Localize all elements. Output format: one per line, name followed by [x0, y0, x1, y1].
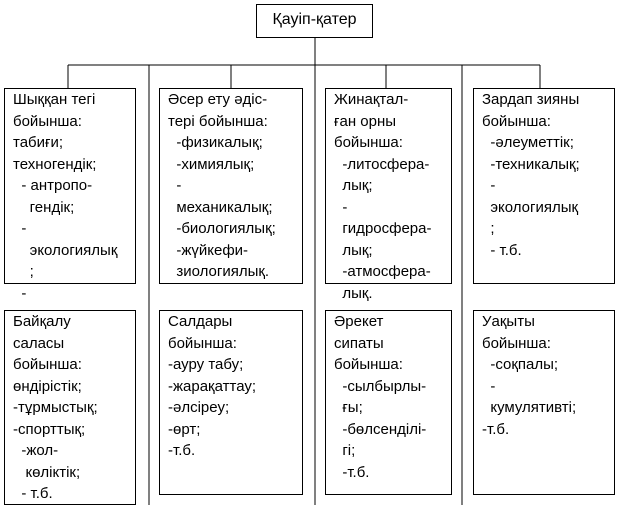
box-line: кумулятивті; [482, 399, 577, 416]
box-line: гендік; [13, 198, 75, 216]
box-line: Әрекет [334, 313, 384, 330]
box-line: -биологиялық; [168, 220, 276, 237]
box-line: Жинақтал- [334, 91, 409, 108]
box-timing [473, 310, 615, 495]
box-line: -спорттық; [13, 420, 86, 438]
box-line: өндірістік; [13, 377, 82, 395]
box-line: Салдары [168, 313, 233, 330]
box-line: зиологиялық. [168, 263, 270, 280]
box-line: -жүйкефи- [168, 241, 249, 259]
box-action-nature [325, 310, 452, 495]
box-impact-method [159, 88, 303, 284]
box-line: -химиялық; [168, 155, 255, 173]
box-line: лық. [334, 284, 373, 302]
box-line: ; [13, 263, 34, 280]
box-line: -т.б. [482, 420, 510, 438]
box-line: бойынша: [13, 112, 82, 130]
box-line: Шыққан тегі [13, 91, 96, 108]
box-line: техногендік; [13, 155, 97, 173]
box-line: экологиялық [13, 241, 118, 259]
box-line: - антропо- [13, 177, 93, 194]
box-line: - [13, 220, 27, 237]
box-line: Әсер ету әдіс- [168, 91, 268, 108]
root-label: Қауіп-қатер [272, 11, 357, 28]
box-line: - [482, 177, 496, 194]
box-damage [473, 88, 615, 284]
box-line: табиғи; [13, 134, 64, 151]
box-line: сипаты [334, 334, 384, 352]
box-line: Уақыты [482, 313, 535, 330]
box-line: бойынша: [13, 356, 82, 373]
root-box [256, 4, 373, 38]
box-line: лық; [334, 177, 373, 194]
box-line: -атмосфера- [334, 263, 431, 280]
box-line: ғы; [334, 399, 363, 416]
box-line: ; [482, 220, 495, 237]
box-line: - [13, 284, 27, 302]
box-line: -техникалық; [482, 155, 580, 173]
box-line: - т.б. [13, 485, 53, 502]
box-line: - т.б. [482, 241, 522, 259]
box-line: -литосфера- [334, 155, 430, 173]
box-line: ған орны [334, 112, 397, 130]
box-line: тері бойынша: [168, 112, 268, 130]
box-line: -әлеуметтік; [482, 134, 574, 151]
box-origin [4, 88, 136, 302]
box-line: -т.б. [334, 463, 370, 481]
box-line: -жарақаттау; [168, 377, 257, 395]
box-line: - [482, 377, 496, 395]
box-line: Зардап зияны [482, 91, 580, 108]
box-line: -жол- [13, 442, 59, 459]
box-line: -физикалық; [168, 134, 263, 151]
box-line: гі; [334, 442, 356, 459]
box-line: -өрт; [168, 420, 201, 438]
box-manifestation-area [4, 310, 136, 505]
box-consequences [159, 310, 303, 495]
box-line: - [168, 177, 182, 194]
box-line: көліктік; [13, 463, 81, 481]
box-line: -соқпалы; [482, 356, 559, 373]
box-line: -тұрмыстық; [13, 399, 98, 416]
box-line: бойынша: [482, 112, 551, 130]
box-line: лық; [334, 241, 373, 259]
box-line: -т.б. [168, 442, 196, 459]
box-line: бойынша: [334, 134, 403, 151]
box-line: гидросфера- [334, 220, 432, 237]
box-line: -сылбырлы- [334, 377, 427, 395]
box-line: саласы [13, 334, 65, 352]
box-line: -ауру табу; [168, 356, 244, 373]
box-line: Байқалу [13, 313, 71, 330]
box-line: -әлсіреу; [168, 399, 230, 416]
box-line: бойынша: [334, 356, 403, 373]
box-line: бойынша: [482, 334, 551, 352]
box-line: экологиялық [482, 198, 579, 216]
box-line: - [334, 198, 348, 216]
box-line: механикалық; [168, 198, 273, 216]
box-accumulation-place [325, 88, 452, 302]
box-line: -бөлсенділі- [334, 420, 427, 438]
box-line: бойынша: [168, 334, 237, 352]
